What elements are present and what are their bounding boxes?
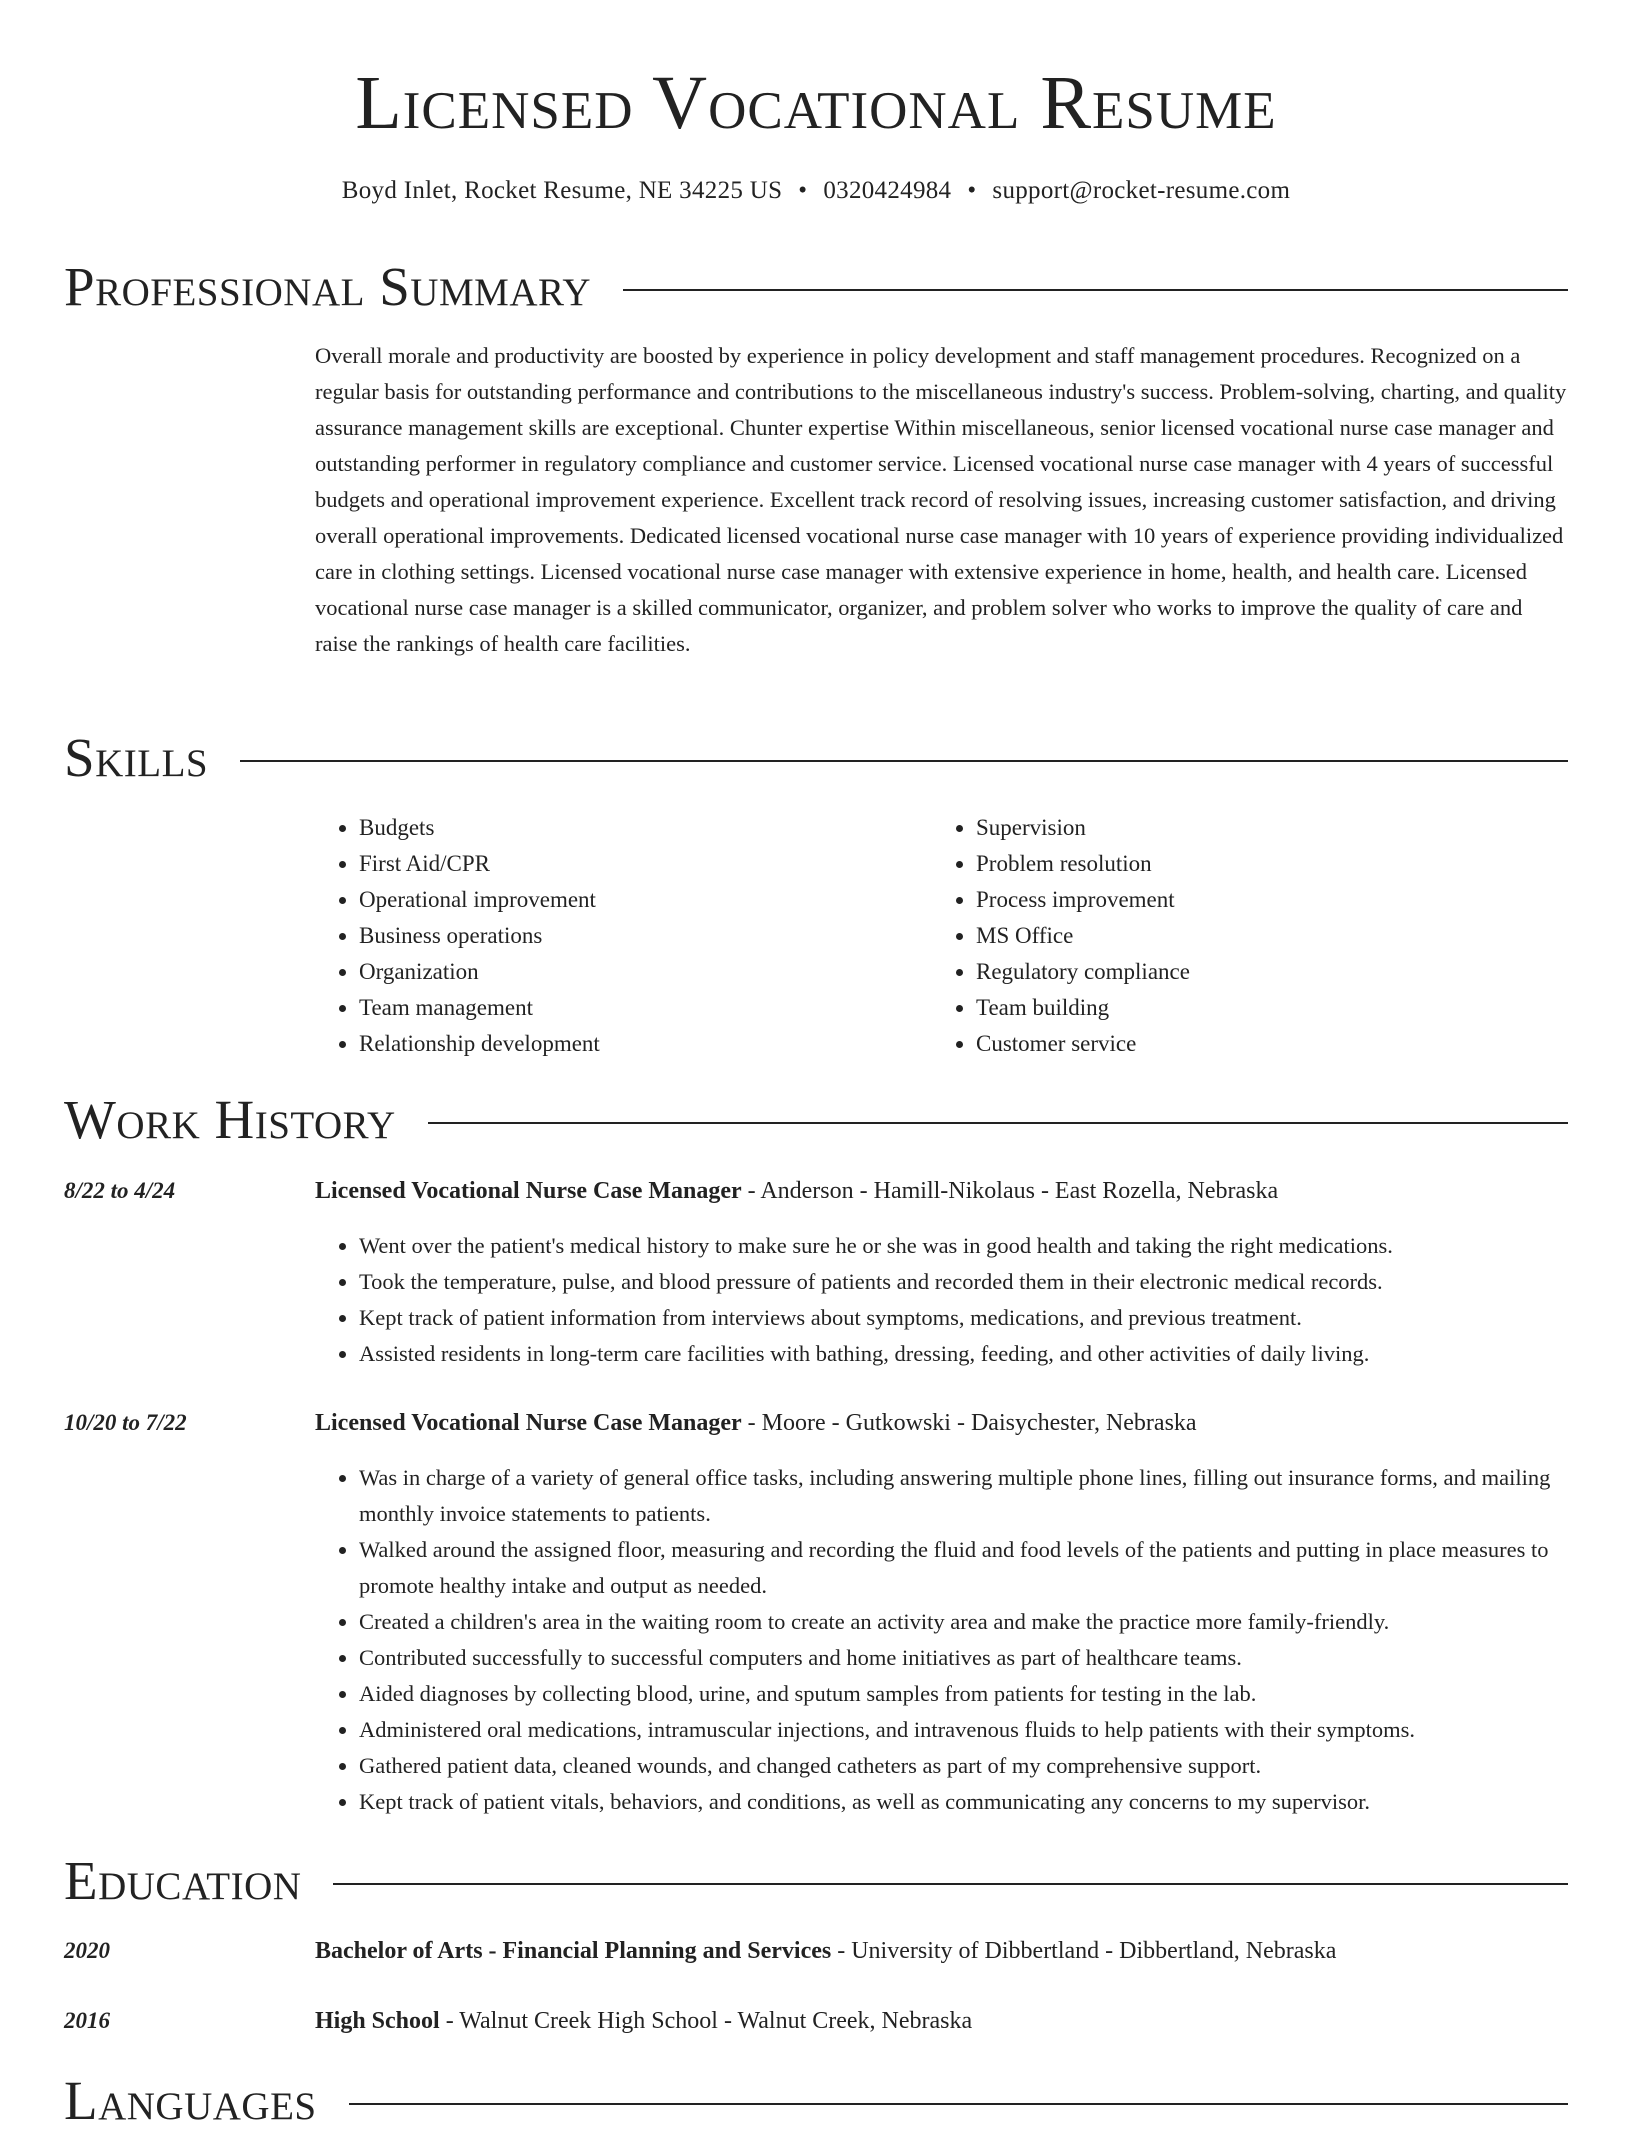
summary-text: Overall morale and productivity are boosted by experience in policy development and staff management procedures. Recognized on a regular basis for outstanding performance and contributions to the miscellaneous industry's success. Problem-solving, charting, and quality assurance management skills are exceptional. Chunter expertise Within miscellaneous, senior licensed vocational nurse case manager and outstanding performer in regulatory compliance and customer service. Licensed vocational nurse case manager with 4 years of successful budgets and operational improvement experience. Excellent track record of resolving issues, increasing customer satisfaction, and driving overall operational improvements. Dedicated licensed vocational nurse case manager with 10 years of experience providing individualized care in clothing settings. Licensed vocational nurse case manager with extensive experience in home, health, and health care. Licensed vocational nurse case manager is a skilled communicator, organizer, and problem solver who works to improve the quality of care and raise the rankings of health care facilities. <box>315 343 1567 656</box>
job-bullet: • Was in charge of a variety of general office tasks, including answering multiple phone lines, filling out insurance forms, and mailing monthly invoice statements to patients. <box>359 1460 1570 1532</box>
education-section-header <box>64 1850 1568 1912</box>
skill-item: • Process improvement <box>976 882 1549 918</box>
education-year: 2020 <box>64 1938 110 1963</box>
languages-section-header <box>64 2070 1568 2132</box>
education-school: - Walnut Creek High School - Walnut Creek, Nebraska <box>439 2008 973 2034</box>
summary-heading: Professional Summary <box>64 256 592 317</box>
education-entry <box>315 1934 1570 1968</box>
job-title: Licensed Vocational Nurse Case Manager <box>315 1178 742 1204</box>
skill-item: • First Aid/CPR <box>359 846 932 882</box>
job-bullets <box>315 1460 1570 1820</box>
skill-item: • Supervision <box>976 810 1549 846</box>
skills-section-header <box>64 727 1568 789</box>
skill-item: • Operational improvement <box>359 882 932 918</box>
skill-item: • MS Office <box>976 918 1549 954</box>
job-bullets <box>315 1228 1570 1372</box>
job-title: Licensed Vocational Nurse Case Manager <box>315 1410 742 1436</box>
section-divider <box>349 2103 1568 2105</box>
skills-column-left <box>315 810 932 1062</box>
contact-address: Boyd Inlet, Rocket Resume, NE 34225 US <box>341 177 783 204</box>
skills-list <box>315 810 1570 1062</box>
job-dates: 10/20 to 7/22 <box>64 1410 187 1435</box>
skill-item: • Budgets <box>359 810 932 846</box>
job-employer: - Moore - Gutkowski - Daisychester, Nebraska <box>741 1410 1197 1436</box>
languages-heading: Languages <box>64 2070 317 2131</box>
job-bullet: • Kept track of patient information from interviews about symptoms, medications, and previous treatment. <box>359 1300 1570 1336</box>
skills-column-right <box>932 810 1549 1062</box>
contact-separator: • <box>967 177 977 204</box>
skill-item: • Customer service <box>976 1026 1549 1062</box>
section-divider <box>240 760 1568 762</box>
section-divider <box>333 1883 1568 1885</box>
job-dates: 8/22 to 4/24 <box>64 1178 176 1203</box>
job-bullet: • Took the temperature, pulse, and blood pressure of patients and recorded them in their electronic medical records. <box>359 1264 1570 1300</box>
contact-phone: 0320424984 <box>823 177 952 204</box>
job-bullet: • Kept track of patient vitals, behaviors, and conditions, as well as communicating any concerns to my supervisor. <box>359 1784 1570 1820</box>
job-employer: - Anderson - Hamill-Nikolaus - East Rozella, Nebraska <box>741 1178 1279 1204</box>
skill-item: • Regulatory compliance <box>976 954 1549 990</box>
skill-item: • Team management <box>359 990 932 1026</box>
job-bullet: • Gathered patient data, cleaned wounds, and changed catheters as part of my comprehensive support. <box>359 1748 1570 1784</box>
skill-item: • Team building <box>976 990 1549 1026</box>
contact-separator: • <box>798 177 808 204</box>
section-divider <box>428 1122 1568 1124</box>
education-entry <box>315 2004 1570 2038</box>
contact-line <box>0 175 1632 207</box>
skills-heading: Skills <box>64 727 209 788</box>
work-section-header <box>64 1089 1568 1151</box>
job-bullet: • Walked around the assigned floor, measuring and recording the fluid and food levels of the patients and putting in place measures to promote healthy intake and output as needed. <box>359 1532 1570 1604</box>
skill-item: • Organization <box>359 954 932 990</box>
section-divider <box>623 289 1568 291</box>
job-bullet: • Went over the patient's medical history to make sure he or she was in good health and taking the right medications. <box>359 1228 1570 1264</box>
education-year: 2016 <box>64 2008 110 2033</box>
job-heading <box>315 1406 1570 1440</box>
summary-section-header <box>64 256 1568 318</box>
skill-item: • Relationship development <box>359 1026 932 1062</box>
contact-email[interactable]: support@rocket-resume.com <box>992 177 1291 204</box>
job-bullet: • Assisted residents in long-term care facilities with bathing, dressing, feeding, and other activities of daily living. <box>359 1336 1570 1372</box>
education-school: - University of Dibbertland - Dibbertland, Nebraska <box>831 1938 1337 1964</box>
job-bullet: • Created a children's area in the waiting room to create an activity area and make the practice more family-friendly. <box>359 1604 1570 1640</box>
education-degree: Bachelor of Arts - Financial Planning and Services <box>315 1938 832 1964</box>
work-heading: Work History <box>64 1089 396 1150</box>
job-heading <box>315 1174 1570 1208</box>
resume-title: Licensed Vocational Resume <box>355 61 1277 145</box>
skill-item: • Problem resolution <box>976 846 1549 882</box>
skill-item: • Business operations <box>359 918 932 954</box>
education-heading: Education <box>64 1850 302 1911</box>
job-bullet: • Contributed successfully to successful computers and home initiatives as part of healthcare teams. <box>359 1640 1570 1676</box>
job-bullet: • Aided diagnoses by collecting blood, urine, and sputum samples from patients for testing in the lab. <box>359 1676 1570 1712</box>
education-degree: High School <box>315 2008 440 2034</box>
job-bullet: • Administered oral medications, intramuscular injections, and intravenous fluids to help patients with their symptoms. <box>359 1712 1570 1748</box>
